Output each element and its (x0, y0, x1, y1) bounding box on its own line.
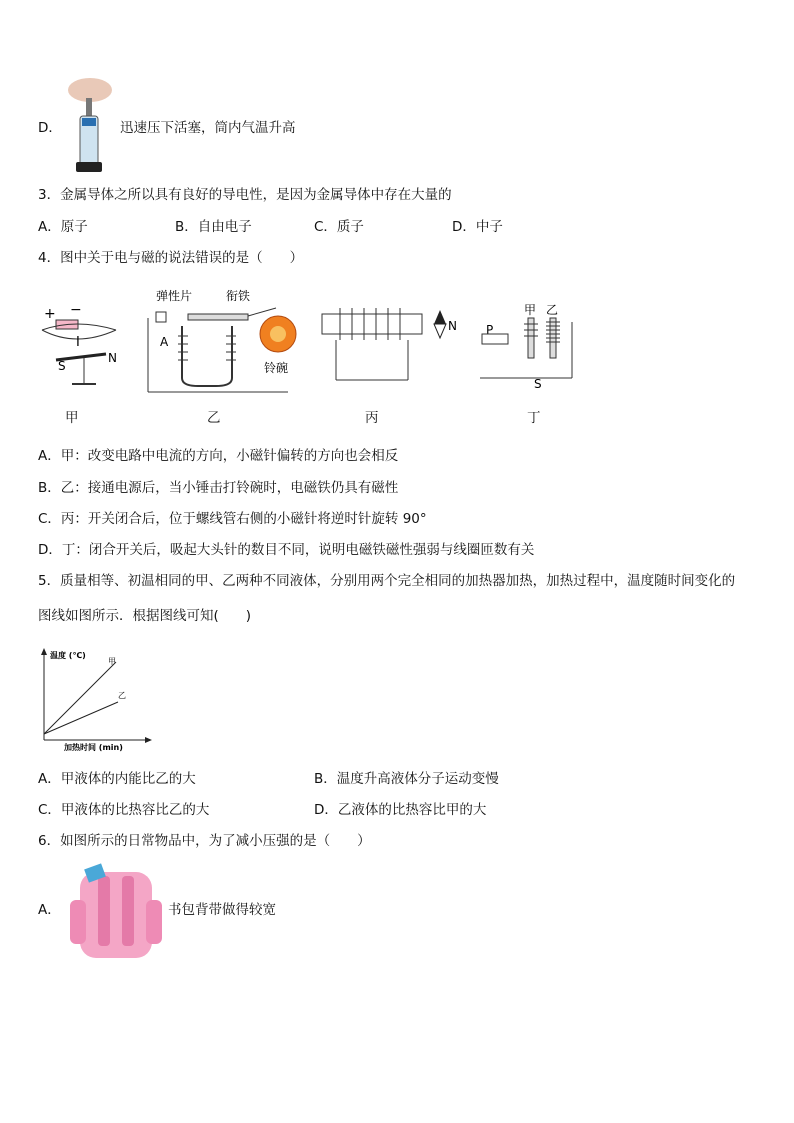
q4-stem: 4．图中关于电与磁的说法错误的是（ ） (38, 250, 304, 266)
jia-label: 甲 (524, 303, 537, 317)
figure-ding-electromagnets (478, 300, 578, 392)
line-jia-label: 甲 (108, 657, 116, 666)
current-label: I (76, 335, 80, 350)
armature-label: 衔铁 (226, 289, 251, 303)
yi-label: 乙 (546, 303, 559, 317)
rheostat-p-label: P (486, 323, 494, 337)
q4-option-a: A．甲：改变电路中电流的方向，小磁针偏转的方向也会相反 (38, 448, 399, 464)
north-label: N (108, 351, 117, 365)
q5-option-d: D．乙液体的比热容比甲的大 (314, 802, 487, 818)
q3-option-b: B．自由电子 (175, 219, 252, 235)
q3-stem: 3．金属导体之所以具有良好的导电性，是因为金属导体中存在大量的 (38, 187, 452, 203)
q6-option-a-text: 书包背带做得较宽 (168, 902, 276, 918)
temperature-time-graph (36, 648, 156, 752)
minus-label: − (70, 302, 82, 318)
q6-option-a-letter: A． (38, 902, 61, 918)
q6-stem: 6．如图所示的日常物品中，为了减小压强的是（ ） (38, 833, 371, 849)
south-label: S (58, 359, 66, 373)
line-yi (44, 702, 118, 734)
q4-option-d: D．丁：闭合开关后，吸起大头针的数目不同，说明电磁铁磁性强弱与线圈匝数有关 (38, 542, 535, 558)
bell-label: 铃碗 (264, 361, 289, 375)
line-jia (44, 662, 116, 734)
caption-jia: 甲 (65, 410, 79, 426)
q4-option-b: B．乙：接通电源后，当小锤击打铃碗时，电磁铁仍具有磁性 (38, 480, 399, 496)
caption-yi: 乙 (207, 410, 221, 426)
switch-s-label: S (534, 377, 542, 391)
caption-bing: 丙 (365, 410, 379, 426)
pump-cylinder-image (66, 76, 116, 176)
q4-option-c: C．丙：开关闭合后，位于螺线管右侧的小磁针将逆时针旋转 90° (38, 511, 427, 527)
q2-option-d-letter: D． (38, 120, 62, 136)
q3-option-d: D．中子 (452, 219, 503, 235)
q3-option-a: A．原子 (38, 219, 88, 235)
spring-label: 弹性片 (156, 289, 193, 303)
line-yi-label: 乙 (118, 691, 126, 700)
graph-ylabel: 温度 (℃) (50, 651, 86, 660)
pink-backpack-image (66, 860, 166, 960)
q5-option-a: A．甲液体的内能比乙的大 (38, 771, 196, 787)
figure-jia-oersted (36, 298, 126, 390)
q5-option-b: B．温度升高液体分子运动变慢 (314, 771, 499, 787)
q5-stem-line1: 5．质量相等、初温相同的甲、乙两种不同液体，分别用两个完全相同的加热器加热，加热过程中，温度随时间变化的 (38, 573, 736, 589)
graph-xlabel: 加热时间 (min) (64, 743, 123, 752)
q5-stem-line2: 图线如图所示．根据图线可知( ) (38, 608, 252, 624)
north-label-bing: N (448, 319, 457, 333)
contact-a-label: A (160, 335, 169, 349)
plus-label: + (44, 306, 56, 322)
q3-option-c: C．质子 (314, 219, 364, 235)
q2-option-d-text: 迅速压下活塞，筒内气温升高 (120, 120, 296, 136)
figure-yi-electric-bell (138, 286, 308, 398)
q5-option-c: C．甲液体的比热容比乙的大 (38, 802, 210, 818)
caption-ding: 丁 (527, 410, 541, 426)
figure-bing-solenoid (318, 306, 463, 390)
